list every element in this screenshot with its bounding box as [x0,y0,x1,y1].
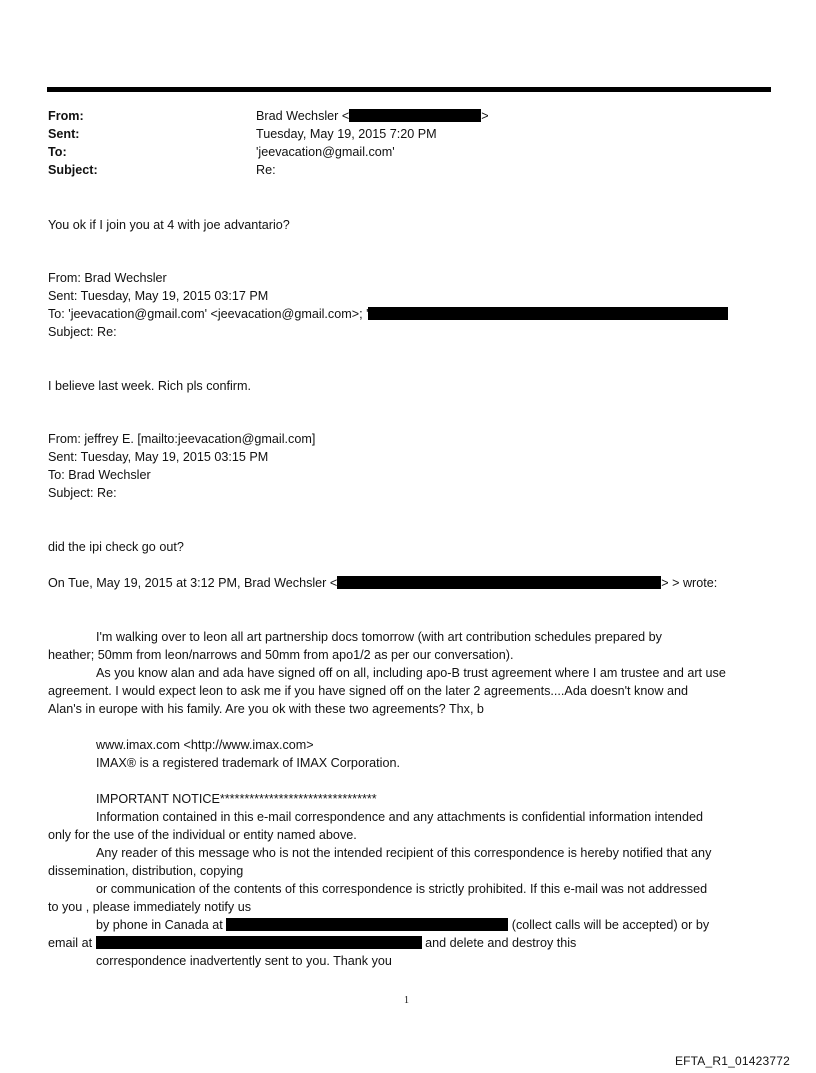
quote-prefix: On Tue, May 19, 2015 at 3:12 PM, Brad Wechsler < [48,576,338,590]
message-body-3: did the ipi check go out? [48,540,184,554]
redaction-box [368,307,728,320]
m2-sent: Sent: Tuesday, May 19, 2015 03:17 PM [48,289,269,303]
m2-to [48,305,728,323]
notice-n4-line2 [48,934,576,952]
m3-subject: Subject: Re: [48,486,117,500]
notice-n4-line3: correspondence inadvertently sent to you. Thank you [96,954,392,968]
quoted-p1-line2: heather; 50mm from leon/narrows and 50mm from apo1/2 as per our conversation). [48,648,514,662]
quoted-p2-line3: Alan's in europe with his family. Are you ok with these two agreements? Thx, b [48,702,484,716]
m3-to: To: Brad Wechsler [48,468,151,482]
from-value-end: > [481,109,489,123]
notice-n4-line1 [96,916,709,934]
notice-n3-line2: to you , please immediately notify us [48,900,252,914]
quote-header [48,574,717,592]
notice-n1-line2: only for the use of the individual or entity named above. [48,828,357,842]
notice-n2-line2: dissemination, distribution, copying [48,864,244,878]
document-id-footer: EFTA_R1_01423772 [674,1054,790,1068]
message-body-2: I believe last week. Rich pls confirm. [48,379,251,393]
redaction-box [226,918,508,931]
m2-from: From: Brad Wechsler [48,271,167,285]
from-value [256,107,489,125]
notice-title: IMPORTANT NOTICE******************************** [96,792,377,806]
from-label: From: [48,109,84,123]
m2-to-text: To: 'jeevacation@gmail.com' <jeevacation@gmail.com>; ' [48,307,369,321]
sent-label: Sent: [48,127,80,141]
subject-label: Subject: [48,163,98,177]
message-body-1: You ok if I join you at 4 with joe advantario? [48,218,290,232]
redaction-box [96,936,422,949]
redaction-box [337,576,661,589]
sent-value: Tuesday, May 19, 2015 7:20 PM [256,127,437,141]
redaction-box [349,109,481,122]
notice-n4-email-prefix: email at [48,936,93,950]
sig-trademark: IMAX® is a registered trademark of IMAX Corporation. [96,756,400,770]
quoted-p1-line1: I'm walking over to leon all art partnership docs tomorrow (with art contribution schedules prepared by [96,630,662,644]
quoted-p2-line2: agreement. I would expect leon to ask me if you have signed off on the later 2 agreements....Ada doesn't know and [48,684,688,698]
sig-web: www.imax.com <http://www.imax.com> [96,738,314,752]
subject-value: Re: [256,163,276,177]
m3-sent: Sent: Tuesday, May 19, 2015 03:15 PM [48,450,269,464]
to-label: To: [48,145,67,159]
notice-n1-line1: Information contained in this e-mail correspondence and any attachments is confidential information intended [96,810,703,824]
notice-n3-line1: or communication of the contents of this correspondence is strictly prohibited. If this e-mail was not addressed [96,882,708,896]
quote-suffix: > > wrote: [661,576,718,590]
notice-n2-line1: Any reader of this message who is not the intended recipient of this correspondence is hereby notified that any [96,846,712,860]
header-rule [47,87,771,92]
m3-from: From: jeffrey E. [mailto:jeevacation@gmail.com] [48,432,316,446]
notice-n4-email-suffix: and delete and destroy this [425,936,577,950]
to-value: 'jeevacation@gmail.com' [256,145,395,159]
page-number: 1 [404,995,409,1006]
quoted-p2-line1: As you know alan and ada have signed off on all, including apo-B trust agreement where I am trustee and art use [96,666,726,680]
notice-n4-phone-suffix: (collect calls will be accepted) or by [511,918,710,932]
notice-n4-phone-prefix: by phone in Canada at [96,918,223,932]
from-name: Brad Wechsler < [256,109,350,123]
m2-subject: Subject: Re: [48,325,117,339]
